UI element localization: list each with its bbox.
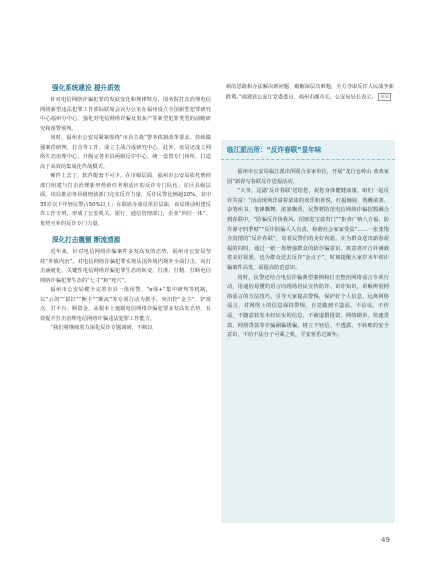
news-badge: 新闻 [378,93,391,101]
left-paragraph-1: 针对电信网络诈骗犯罪的发展变化和规律特点，国务院打击治理电信网络新型违法犯罪工作部际联席会议办公室在福州设立全国新型犯罪研究中心福州分中心，强化对电信网络诈骗及黑灰产等新型犯罪类型的前瞻研究和预警预判。 [40,97,211,132]
page-number: 49 [381,536,390,544]
sidebar-box [221,140,395,523]
left-paragraph-3: 硬件上去了，软件配套不可少。在市级层面，福州市公安局依托刑侦部门组建与打击治理新形势新任务相适应的反诈专门队伍；在区县级层面，该局推动各县级刑侦部门完实反诈力量，反诈民警比例超10%，其中35岁以下年轻民警占50%以上；在联席办成员单位层面，该局推动组建反诈工作专班，形成了公安机关、银行、通信管理部门、企业“四位一体”、优势互补的反诈专门力量。 [40,173,211,227]
right-column-top [226,83,394,103]
right-top-text: 新的思路和办法解决新问题、破解深层次难题，全力夺取反诈人民战争新胜利。”福建省公安厅党委委员、福州市副市长、公安局局长表示。 [226,84,394,100]
sidebar-paragraph-1: 福州市公安局临江派出所联合多家单位，开展“龙行仓岭山 欢欢家园”新春写春联反诈送福活动。 [227,169,389,185]
left-paragraph-5: 福州市公安局健全完善市县一体用警、“e体+”集中研判等机制，以“云剑”“拔钉”“断卡”“断流”等专项行动为抓手，突出控“金主”、铲窝点、打平台、断资金，从根本上遏制电信网络诈骗犯罪多发高发态势，有效提升打击治理电信网络诈骗违法犯罪工作能力。 [40,287,211,322]
sidebar-title: 临江派出所：“反诈春联”显年味 [227,145,322,154]
left-paragraph-2: 同时，福州市公安局紧紧围绕“市县主战”警务机制改革要求，持续做强案件研判、打击等工作，成立主战合成研究中心。此外，该局还成立网络生态治理中心，升级完善市县两级反诈中心，统一设置专门场所，打造高于高效的集成化作战模式。 [40,135,211,170]
left-paragraph-6: “我们将继续着力深化反诈专题调研，不断以 [50,325,153,331]
section-title-1: 强化系统建设 提升质效 [52,84,121,92]
left-paragraph-4: 近年来，针对电信网络诈骗案件多发高发的态势，福州市公安局坚持“外镇内治”，对电信网络诈骗犯罪实现从国外境内境外全面打击，向打击涵链化、关键性电信网络诈骗犯罪生态的转变，打准、打精、打断电信网络诈骗犯罪生态的“七寸”和“死穴”。 [40,249,211,284]
left-column [40,83,211,334]
right-top-paragraph [226,83,394,103]
sidebar-paragraph-2: “大爷，这副‘反诈春联’送给您，祝您身体健健康康，咱们一起反诈共富！”活动现场洋溢着浓浓的欢乐和喜悦，红福辅展、饱醮浓墨、奋笔疾书，笔锋飘舞、浓墨飘香，民警将防范电信网络诈骗招数融合到春联中，“防骗反诈扬我风，招财进宝富贵门”“拒查广纳八方福，防诈谨守四季财”“反诈防骗人人有责，和谐社会家家受益”……一张张饱含真情的“反诈春联”，寄着民警们的美好祝愿。在为群众送出新春祝福的同时，通过一纸一墨增强群众的防诈骗意识。寓意喜庆吉祥满载着美好祝愿，也为群众送去反诈“金点子”，时刻提醒大家岁末年初诈骗案件高发，需提高防范意识。 [227,188,389,271]
sidebar-body [221,160,395,341]
section-title-2: 深化打击震慑 断流清源 [52,236,121,244]
sidebar-header [221,140,395,160]
sidebar-paragraph-3: 同时，民警还结合电信诈骗典型案例和打击整治网络谣言专项行动，用通俗易懂的语言向现场居民宣传防诈、识诈知识，讲解辨别网络谣言的方法技巧，引导大家提高警惕，保护好个人信息，远离网络谣言，对网络上的信息保持警惕，自觉做到不造谣、不信谣、不传谣，不随意转发未经证实的信息，不被虚假投资、网络刷单、快速贷款、网络贷款等诈骗圈骗诱骗，树立不轻信、不透露、不转账的安全意识，不给不法分子可乘之机，平安喜乐过新年。 [227,274,389,339]
